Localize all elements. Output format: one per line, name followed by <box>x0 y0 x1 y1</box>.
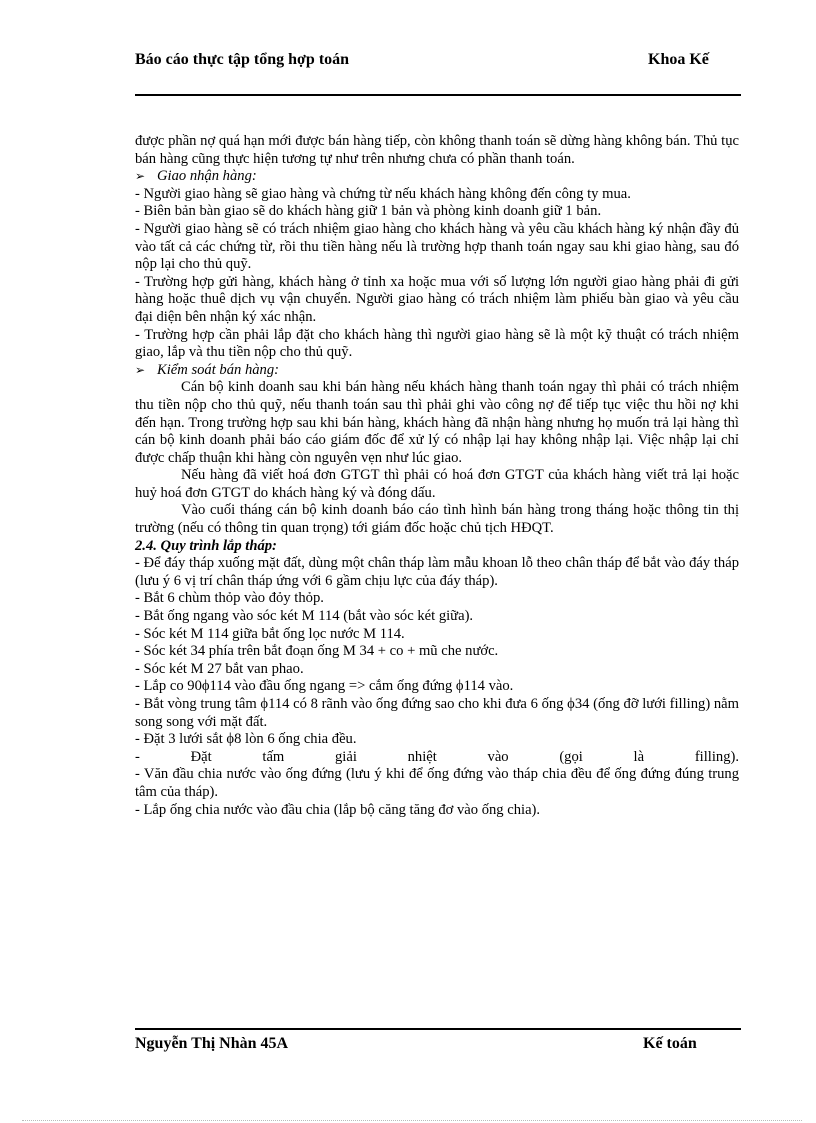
list-item: - Sóc két 34 phía trên bắt đoạn ống M 34 + co + mũ che nước. <box>135 643 499 660</box>
list-item: - Biên bản bàn giao sẽ do khách hàng giữ 1 bản và phòng kinh doanh giữ 1 bản. <box>135 203 602 220</box>
footer-divider <box>135 1028 741 1030</box>
header-department: Khoa Kế <box>648 51 709 68</box>
bullet-label: Giao nhận hàng: <box>157 168 257 185</box>
section-bullet-sales-control <box>135 362 739 380</box>
arrow-bullet-icon: ➢ <box>135 362 146 377</box>
list-item: - Để đáy tháp xuống mặt đất, dùng một chân tháp làm mẫu khoan lỗ theo chân tháp để bắt vào đáy tháp (lưu ý 6 vị trí chân tháp ứng với 6 gầm chịu lực của đáy tháp). <box>135 555 739 589</box>
list-item: - Bắt 6 chùm thỏp vào đỏy thỏp. <box>135 590 324 607</box>
list-item: - Bắt vòng trung tâm ϕ114 có 8 rãnh vào ống đứng sao cho khi đưa 6 ống ϕ34 (ống đỡ lưới filling) nằm song song với mặt đất. <box>135 696 739 730</box>
list-item: - Trường hợp cần phải lắp đặt cho khách hàng thì người giao hàng sẽ là một kỹ thuật có trách nhiệm giao, lắp và thu tiền nộp cho thủ quỹ. <box>135 326 739 361</box>
list-item: - Lắp co 90ϕ114 vào đầu ống ngang => cắm ống đứng ϕ114 vào. <box>135 678 514 695</box>
list-item: - Bắt ống ngang vào sóc két M 114 (bắt vào sóc két giữa). <box>135 608 474 625</box>
list-item: - Đặt tấm giải nhiệt vào (gọi là filling). <box>135 748 739 765</box>
list-item: - Lắp ống chia nước vào đầu chia (lắp bộ căng tăng đơ vào ống chia). <box>135 801 541 818</box>
list-item: - Người giao hàng sẽ có trách nhiệm giao hàng cho khách hàng và yêu cầu khách hàng ký nhận đầy đủ vào tất cả các chứng từ, rồi thu tiền hàng nếu là trường hợp thanh toán ngay sau khi giao hàng, sau đó nộp lại cho thủ quỹ. <box>135 220 739 273</box>
header-report-title: Báo cáo thực tập tổng hợp toán <box>135 51 350 68</box>
page-edge-divider <box>22 1120 802 1121</box>
list-item: - Trường hợp gửi hàng, khách hàng ở tỉnh xa hoặc mua với số lượng lớn người giao hàng phải đi gửi hàng hoặc thuê dịch vụ vận chuyển. Người giao hàng có trách nhiệm làm phiếu bàn giao và yêu cầu đại diện bên nhận ký xác nhận. <box>135 273 739 325</box>
paragraph: Cán bộ kinh doanh sau khi bán hàng nếu khách hàng thanh toán ngay thì phải có trách nhiệm thu tiền nộp cho thủ quỹ, nếu thanh toán sau thì phải ghi vào công nợ để tiếp tục việc thu hồi nợ khi đến hạn. Trong trường hợp sau khi bán hàng, khách hàng đã nhận hàng nhưng họ muốn trả lại hàng thì cán bộ kinh doanh phải báo cáo giám đốc để xử lý có nhập lại hay không nhập lại. Việc nhập lại chỉ được chấp thuận khi hàng còn nguyên vẹn như lúc giao. <box>135 379 739 466</box>
header-divider <box>135 94 741 96</box>
paragraph: Vào cuối tháng cán bộ kinh doanh báo cáo tình hình bán hàng trong tháng hoặc thông tin thị trường (nếu có thông tin quan trọng) tới giám đốc hoặc chủ tịch HĐQT. <box>135 502 739 537</box>
list-item: - Sóc két M 114 giữa bắt ống lọc nước M 114. <box>135 625 405 642</box>
bullet-label: Kiểm soát bán hàng: <box>157 361 280 378</box>
list-item: - Văn đầu chia nước vào ống đứng (lưu ý khi để ống đứng vào tháp chia đều để ống đứng đúng trung tâm của tháp). <box>135 766 739 800</box>
footer-department: Kế toán <box>643 1035 697 1052</box>
paragraph: Nếu hàng đã viết hoá đơn GTGT thì phải có hoá đơn GTGT của khách hàng viết trả lại hoặc huỷ hoá đơn GTGT do khách hàng ký và đóng dấu. <box>135 467 739 501</box>
footer-author: Nguyễn Thị Nhàn 45A <box>135 1035 289 1052</box>
section-bullet-delivery <box>135 168 739 186</box>
arrow-bullet-icon: ➢ <box>135 169 146 184</box>
list-item: - Người giao hàng sẽ giao hàng và chứng từ nếu khách hàng không đến công ty mua. <box>135 185 631 202</box>
page-header <box>135 50 741 94</box>
list-item: - Sóc két M 27 bắt van phao. <box>135 660 304 677</box>
section-heading: 2.4. Quy trình lắp tháp: <box>135 537 277 554</box>
list-item: - Đặt 3 lưới sắt ϕ8 lòn 6 ống chia đều. <box>135 731 357 748</box>
page-footer <box>135 1034 741 1078</box>
paragraph: được phần nợ quá hạn mới được bán hàng tiếp, còn không thanh toán sẽ dừng hàng không bán. Thủ tục bán hàng cũng thực hiện tương tự như trên nhưng chưa có phần thanh toán. <box>135 133 739 167</box>
document-body <box>135 133 739 819</box>
